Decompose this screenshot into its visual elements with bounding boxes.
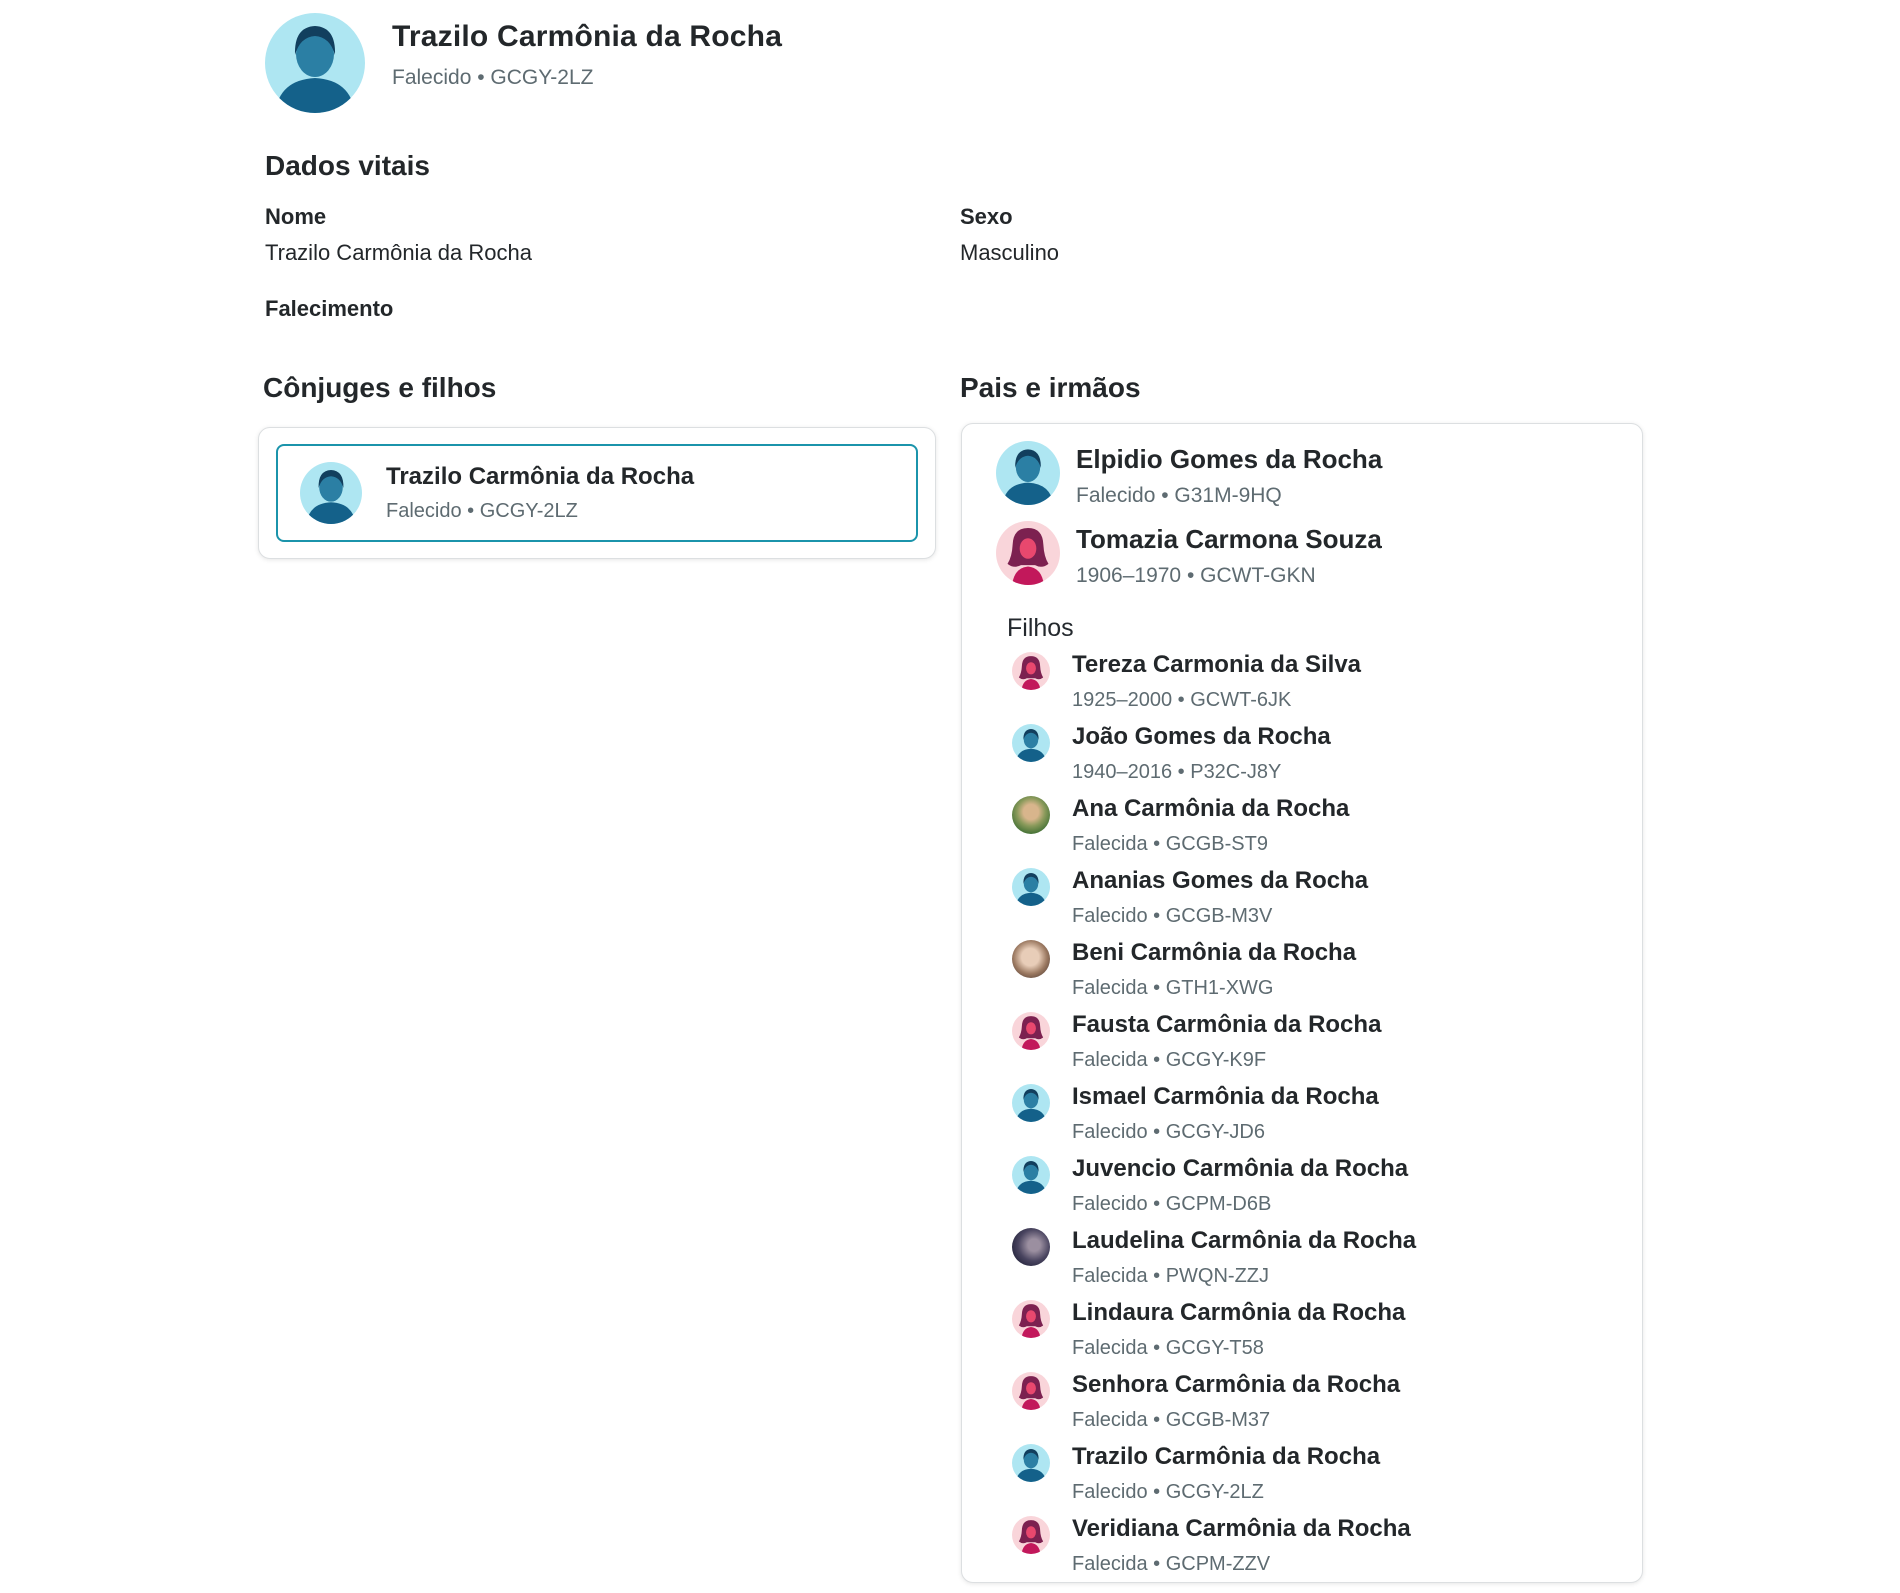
person-name[interactable]: Veridiana Carmônia da Rocha xyxy=(1072,1515,1411,1542)
sibling-row[interactable] xyxy=(1012,1298,1642,1364)
sibling-row[interactable] xyxy=(1012,794,1642,860)
female-silhouette-icon xyxy=(1012,1012,1050,1050)
person-details: Falecida • GCGY-T58 xyxy=(1072,1337,1264,1359)
male-silhouette-icon xyxy=(1012,868,1050,906)
person-avatar xyxy=(996,441,1060,505)
person-name[interactable]: Ismael Carmônia da Rocha xyxy=(1072,1083,1379,1110)
female-silhouette-icon xyxy=(1012,652,1050,690)
person-name[interactable]: Ananias Gomes da Rocha xyxy=(1072,867,1369,894)
sibling-row[interactable] xyxy=(1012,1154,1642,1220)
person-name[interactable]: João Gomes da Rocha xyxy=(1072,723,1331,750)
person-avatar xyxy=(1012,940,1050,978)
person-details: 1925–2000 • GCWT-6JK xyxy=(1072,689,1292,711)
female-silhouette-icon xyxy=(1012,1372,1050,1410)
person-name[interactable]: Elpidio Gomes da Rocha xyxy=(1076,444,1383,474)
person-avatar xyxy=(1012,1084,1050,1122)
vitals-heading: Dados vitais xyxy=(265,150,430,181)
person-lifespan-id: Falecido • GCGY-2LZ xyxy=(392,66,594,89)
female-silhouette-icon xyxy=(1012,1300,1050,1338)
person-details: Falecida • GCGB-ST9 xyxy=(1072,833,1268,855)
parent-row[interactable] xyxy=(996,521,1642,588)
parents-siblings-heading: Pais e irmãos xyxy=(960,372,1141,403)
person-avatar xyxy=(1012,724,1050,762)
sibling-row[interactable] xyxy=(1012,866,1642,932)
spouses-children-heading: Cônjuges e filhos xyxy=(263,372,497,403)
person-name[interactable]: Ana Carmônia da Rocha xyxy=(1072,795,1350,822)
person-name[interactable]: Tomazia Carmona Souza xyxy=(1076,524,1382,554)
person-name[interactable]: Fausta Carmônia da Rocha xyxy=(1072,1011,1382,1038)
male-silhouette-icon xyxy=(1012,1084,1050,1122)
person-avatar xyxy=(996,521,1060,585)
parent-row[interactable] xyxy=(996,441,1642,508)
death-label: Falecimento xyxy=(265,296,394,321)
person-name[interactable]: Juvencio Carmônia da Rocha xyxy=(1072,1155,1409,1182)
name-value[interactable]: Trazilo Carmônia da Rocha xyxy=(265,240,532,265)
sibling-row[interactable] xyxy=(1012,1010,1642,1076)
person-details: Falecido • G31M-9HQ xyxy=(1076,484,1282,507)
female-silhouette-icon xyxy=(1012,1516,1050,1554)
person-name[interactable]: Tereza Carmonia da Silva xyxy=(1072,651,1362,678)
person-details: 1906–1970 • GCWT-GKN xyxy=(1076,564,1316,587)
male-silhouette-icon xyxy=(996,441,1060,505)
spouses-children-card xyxy=(258,427,936,559)
sibling-row[interactable] xyxy=(1012,722,1642,788)
male-silhouette-icon xyxy=(265,13,365,113)
person-avatar xyxy=(1012,1444,1050,1482)
sibling-row[interactable] xyxy=(1012,1226,1642,1292)
children-label: Filhos xyxy=(1007,614,1074,642)
page-title: Trazilo Carmônia da Rocha xyxy=(392,20,783,53)
person-avatar xyxy=(1012,1516,1050,1554)
person-avatar xyxy=(1012,868,1050,906)
person-details: Falecido • GCGY-2LZ xyxy=(386,500,578,522)
person-name[interactable]: Trazilo Carmônia da Rocha xyxy=(386,463,695,490)
person-name[interactable]: Trazilo Carmônia da Rocha xyxy=(1072,1443,1381,1470)
person-name[interactable]: Laudelina Carmônia da Rocha xyxy=(1072,1227,1417,1254)
person-details: Falecido • GCGB-M3V xyxy=(1072,905,1273,927)
person-avatar xyxy=(1012,1228,1050,1266)
person-avatar xyxy=(1012,1372,1050,1410)
vitals-section xyxy=(265,150,1645,322)
person-name[interactable]: Senhora Carmônia da Rocha xyxy=(1072,1371,1401,1398)
person-details: Falecido • GCPM-D6B xyxy=(1072,1193,1272,1215)
male-silhouette-icon xyxy=(1012,724,1050,762)
siblings-list xyxy=(1012,650,1642,1580)
person-avatar xyxy=(1012,1012,1050,1050)
person-avatar xyxy=(1012,796,1050,834)
sex-label: Sexo xyxy=(960,204,1013,229)
sibling-row[interactable] xyxy=(1012,938,1642,1004)
person-details: 1940–2016 • P32C-J8Y xyxy=(1072,761,1282,783)
person-avatar xyxy=(1012,1300,1050,1338)
female-silhouette-icon xyxy=(996,521,1060,585)
person-details: Falecida • GCGB-M37 xyxy=(1072,1409,1271,1431)
parents-siblings-card xyxy=(961,423,1643,1583)
male-silhouette-icon xyxy=(1012,1444,1050,1482)
person-details: Falecida • GCPM-ZZV xyxy=(1072,1553,1271,1575)
sibling-row[interactable] xyxy=(1012,1082,1642,1148)
sibling-row[interactable] xyxy=(1012,1514,1642,1580)
person-name[interactable]: Lindaura Carmônia da Rocha xyxy=(1072,1299,1406,1326)
person-details: Falecida • GCGY-K9F xyxy=(1072,1049,1267,1071)
name-label: Nome xyxy=(265,204,327,229)
person-avatar xyxy=(300,462,362,524)
person-avatar xyxy=(1012,652,1050,690)
person-name[interactable]: Beni Carmônia da Rocha xyxy=(1072,939,1357,966)
male-silhouette-icon xyxy=(300,462,362,524)
person-header xyxy=(265,13,782,113)
person-details: Falecido • GCGY-JD6 xyxy=(1072,1121,1265,1143)
person-avatar xyxy=(1012,1156,1050,1194)
sibling-row[interactable] xyxy=(1012,650,1642,716)
selected-person-card[interactable] xyxy=(276,444,918,542)
sex-value[interactable]: Masculino xyxy=(960,240,1060,265)
male-silhouette-icon xyxy=(1012,1156,1050,1194)
person-details: Falecido • GCGY-2LZ xyxy=(1072,1481,1264,1503)
sibling-row[interactable] xyxy=(1012,1370,1642,1436)
person-details: Falecida • PWQN-ZZJ xyxy=(1072,1265,1270,1287)
sibling-row[interactable] xyxy=(1012,1442,1642,1508)
person-portrait-avatar[interactable] xyxy=(265,13,365,113)
person-details: Falecida • GTH1-XWG xyxy=(1072,977,1274,999)
